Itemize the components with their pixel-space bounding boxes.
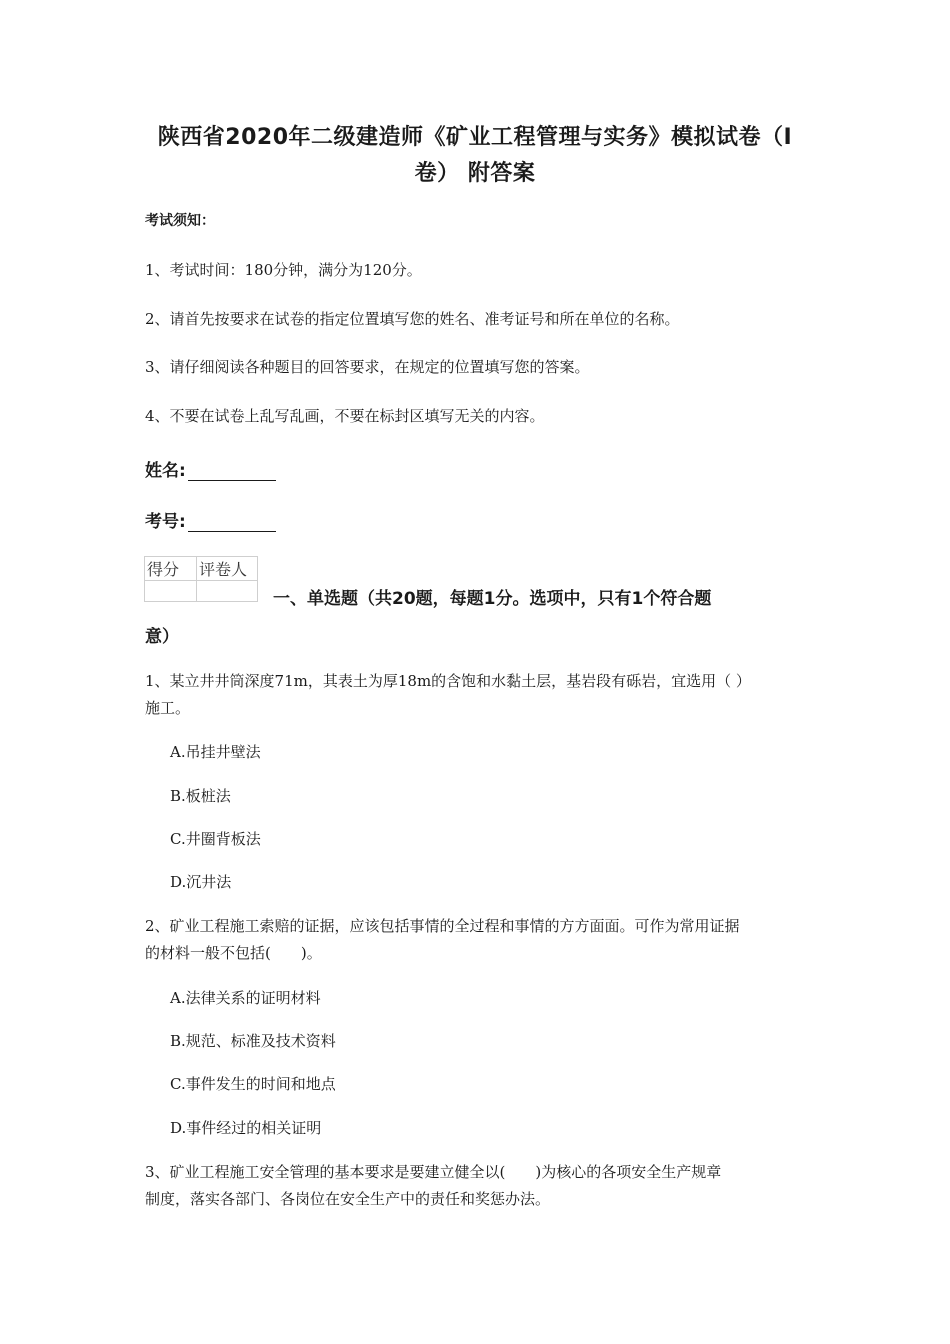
grader-header: 评卷人 [197, 557, 258, 581]
document-title [140, 120, 810, 192]
option-d: D.沉井法 [170, 873, 232, 891]
notice-heading: 考试须知： [145, 213, 215, 229]
exam-number-label: 考号: [145, 512, 186, 532]
notice-item: 4、不要在试卷上乱写乱画，不要在标封区填写无关的内容。 [145, 407, 545, 425]
section-title [145, 580, 785, 656]
option-a: A.法律关系的证明材料 [170, 989, 321, 1007]
option-b: B.规范、标准及技术资料 [170, 1032, 336, 1050]
name-field[interactable] [145, 456, 276, 481]
exam-number-blank-line[interactable] [188, 513, 276, 532]
title-line-1: 陕西省2020年二级建造师《矿业工程管理与实务》模拟试卷（I [157, 125, 793, 150]
title-line-2: 卷） 附答案 [414, 161, 536, 186]
option-b: B.板桩法 [170, 787, 231, 805]
name-label: 姓名: [145, 461, 186, 481]
option-d: D.事件经过的相关证明 [170, 1119, 322, 1137]
name-blank-line[interactable] [188, 462, 276, 481]
question-3 [145, 1159, 810, 1213]
section-title-line-2: 意） [145, 627, 179, 647]
question-stem-line: 3、矿业工程施工安全管理的基本要求是要建立健全以( )为核心的各项安全生产规章 [145, 1163, 722, 1181]
question-stem-line: 施工。 [145, 699, 191, 717]
notice-item: 3、请仔细阅读各种题目的回答要求，在规定的位置填写您的答案。 [145, 358, 590, 376]
option-a: A.吊挂井壁法 [170, 743, 261, 761]
question-1 [145, 668, 810, 722]
score-header: 得分 [145, 557, 197, 581]
question-stem-line: 2、矿业工程施工索赔的证据，应该包括事情的全过程和事情的方方面面。可作为常用证据 [145, 917, 740, 935]
option-c: C.井圈背板法 [170, 830, 261, 848]
exam-number-field[interactable] [145, 507, 276, 532]
question-stem-line: 制度，落实各部门、各岗位在安全生产中的责任和奖惩办法。 [145, 1190, 551, 1208]
question-2 [145, 913, 810, 967]
notice-item: 2、请首先按要求在试卷的指定位置填写您的姓名、准考证号和所在单位的名称。 [145, 310, 680, 328]
notice-item: 1、考试时间：180分钟，满分为120分。 [145, 261, 422, 279]
section-title-line-1: 一、单选题（共20题，每题1分。选项中，只有1个符合题 [273, 589, 712, 609]
question-stem-line: 1、某立井井筒深度71m，其表土为厚18m的含饱和水黏土层，基岩段有砾岩，宜选用（ ） [145, 672, 751, 690]
option-c: C.事件发生的时间和地点 [170, 1075, 336, 1093]
question-stem-line: 的材料一般不包括( )。 [145, 944, 322, 962]
